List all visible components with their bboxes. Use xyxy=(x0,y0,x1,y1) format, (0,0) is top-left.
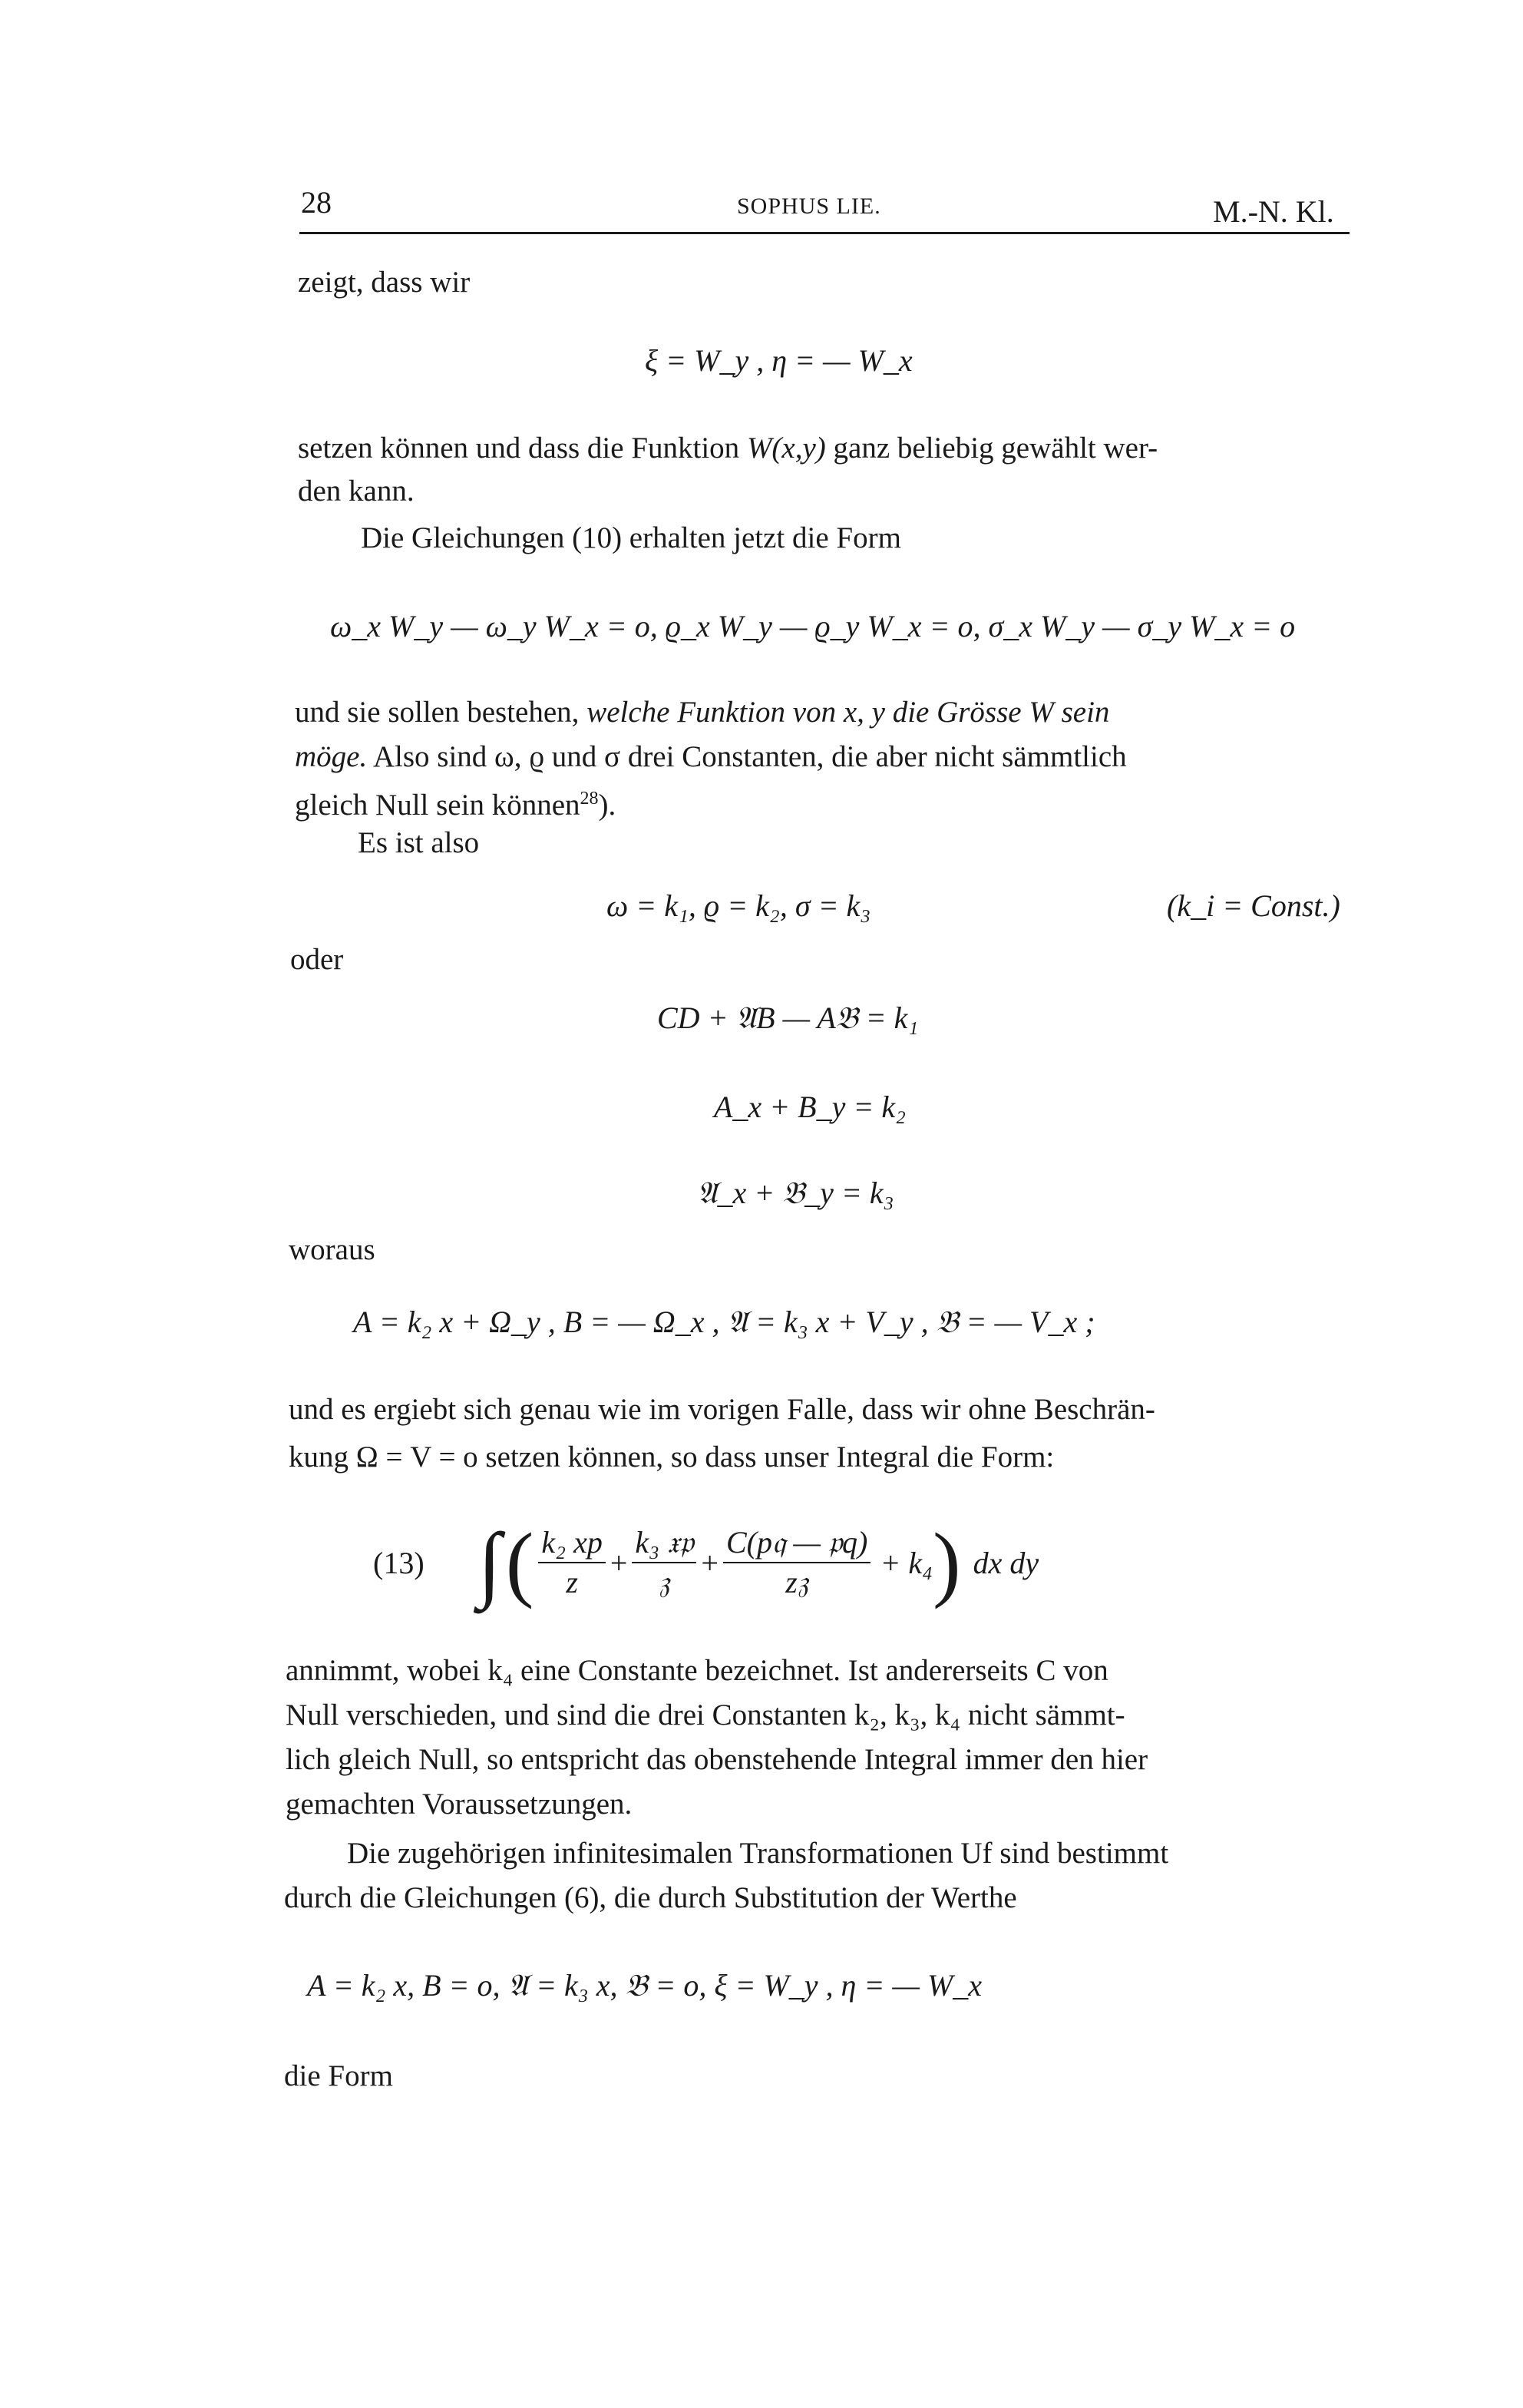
right-paren: ) xyxy=(933,1515,961,1609)
paragraph-gleichungen: Die Gleichungen (10) erhalten jetzt die Form xyxy=(361,521,901,554)
function-W: W(x,y) xyxy=(746,432,826,465)
paragraph-es-ist-also: Es ist also xyxy=(358,826,480,859)
text-span: ganz beliebig gewählt wer- xyxy=(833,432,1158,465)
equation-xi-eta-text: ξ = W_y , η = — W_x xyxy=(645,343,913,378)
paragraph-oder: oder xyxy=(290,943,344,976)
paragraph-annimmt-line1: annimmt, wobei k₄ eine Constante bezeichnet. Ist andererseits C von xyxy=(286,1654,1108,1687)
text-span: gleich Null sein können xyxy=(295,789,580,822)
section-label: M.-N. Kl. xyxy=(1213,194,1334,229)
equation-system-2: A_x + B_y = k₂ xyxy=(714,1090,907,1124)
fraction-3-denominator: z𝔷 xyxy=(785,1565,809,1599)
plus-sign: + xyxy=(701,1545,719,1580)
equation-solution: A = k₂ x + Ω_y , B = — Ω_x , 𝔄 = k₃ x + V_y , 𝔅 = — V_x ; xyxy=(353,1305,1095,1339)
footnote-marker: 28 xyxy=(580,789,599,809)
text-span: ). xyxy=(598,789,616,822)
differentials: dx dy xyxy=(973,1545,1039,1580)
equation-system-3: 𝔄_x + 𝔅_y = k₃ xyxy=(697,1176,894,1210)
page-number: 28 xyxy=(301,185,332,220)
text-emphasis: möge. xyxy=(295,740,368,773)
integral-sign: ∫ xyxy=(477,1515,501,1609)
equation-13 xyxy=(373,1505,1039,1620)
fraction-2-denominator: 𝔷 xyxy=(659,1565,670,1599)
paragraph-zugehoerigen-line1: Die zugehörigen infinitesimalen Transformationen Uf sind bestimmt xyxy=(347,1837,1169,1870)
fraction-2 xyxy=(632,1523,696,1602)
paragraph-annimmt-line3: lich gleich Null, so entspricht das obenstehende Integral immer den hier xyxy=(286,1743,1148,1776)
fraction-1-denominator: z xyxy=(566,1565,578,1599)
text-span: und sie sollen bestehen, xyxy=(295,696,580,729)
equation-werthe: A = k₂ x, B = o, 𝔄 = k₃ x, 𝔅 = o, ξ = W_y , η = — W_x xyxy=(307,1968,983,2003)
paragraph-woraus: woraus xyxy=(289,1233,375,1266)
fraction-1 xyxy=(538,1523,605,1602)
paragraph-ergiebt-line1: und es ergiebt sich genau wie im vorigen Falle, dass wir ohne Beschrän- xyxy=(289,1393,1155,1426)
fraction-1-numerator: k₂ xp xyxy=(538,1523,605,1563)
paragraph-bestehen-line3 xyxy=(295,777,616,827)
paragraph-intro: zeigt, dass wir xyxy=(298,266,471,299)
text-emphasis: welche Funktion von x, y die Grösse W sein xyxy=(586,696,1110,729)
equation-constants-note: (k_i = Const.) xyxy=(1167,888,1340,923)
equation-three: ω_x W_y — ω_y W_x = o, ϱ_x W_y — ϱ_y W_x = o, σ_x W_y — σ_y W_x = o xyxy=(330,609,1296,643)
paragraph-ergiebt-line2: kung Ω = V = o setzen können, so dass unser Integral die Form: xyxy=(289,1440,1055,1474)
equation-constants: ω = k₁, ϱ = k₂, σ = k₃ xyxy=(606,888,871,923)
equation-xi-eta xyxy=(645,342,913,379)
paragraph-die-form: die Form xyxy=(284,2059,393,2092)
paragraph-bestehen-line1 xyxy=(295,691,1109,734)
equation-number: (13) xyxy=(373,1545,425,1580)
left-paren: ( xyxy=(505,1515,534,1609)
paragraph-setzen-line2: den kann. xyxy=(298,475,415,508)
text-span: setzen können und dass die Funktion xyxy=(298,432,740,465)
running-title: SOPHUS LIE. xyxy=(737,194,881,219)
paragraph-bestehen-line2 xyxy=(295,736,1127,779)
header-rule xyxy=(299,232,1350,234)
constant-term: + k₄ xyxy=(880,1545,933,1580)
paragraph-annimmt-line4: gemachten Voraussetzungen. xyxy=(286,1788,633,1821)
text-span: Also sind ω, ϱ und σ drei Constanten, die aber nicht sämmtlich xyxy=(372,740,1127,773)
fraction-3 xyxy=(723,1523,871,1602)
plus-sign: + xyxy=(610,1545,628,1580)
fraction-2-numerator: k₃ 𝔵𝔭 xyxy=(632,1523,696,1563)
fraction-3-numerator: C(p𝔮 — 𝔭q) xyxy=(723,1523,871,1563)
paragraph-setzen-line1 xyxy=(298,427,1158,470)
equation-system-1: CD + 𝔄B — A𝔅 = k₁ xyxy=(657,1001,919,1035)
paragraph-annimmt-line2: Null verschieden, und sind die drei Constanten k₂, k₃, k₄ nicht sämmt- xyxy=(286,1698,1125,1732)
paragraph-zugehoerigen-line2: durch die Gleichungen (6), die durch Substitution der Werthe xyxy=(284,1881,1017,1914)
